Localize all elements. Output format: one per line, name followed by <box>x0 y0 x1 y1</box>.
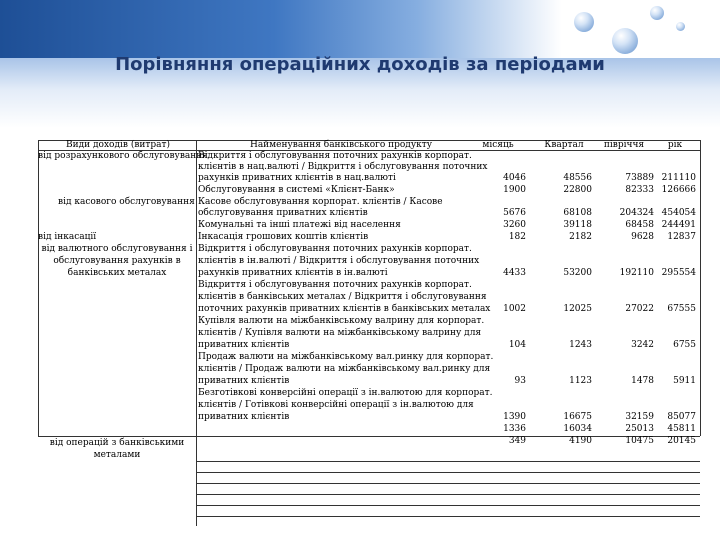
product-line: поточних рахунків приватних клієнтів в банківських металах <box>198 304 491 314</box>
header-type: Види доходів (витрат) <box>66 140 170 150</box>
value-quarter: 4190 <box>569 436 592 446</box>
header-halfyear: півріччя <box>603 140 645 150</box>
page-title: Порівняння операційних доходів за періодами <box>115 54 605 75</box>
category-currency: від валютного обслуговування і <box>41 244 193 254</box>
category-metals: від операцій з банківськими <box>49 438 185 448</box>
product-line: Безготівкові конверсійні операції з ін.валютою для корпорат. <box>198 388 493 398</box>
value-month: 1900 <box>503 185 526 195</box>
value-halfyear: 204324 <box>619 208 654 218</box>
value-halfyear: 3242 <box>631 340 654 350</box>
header-year: рік <box>667 140 683 150</box>
value-month: 4046 <box>503 173 526 183</box>
value-halfyear: 68458 <box>625 220 654 230</box>
product-line: клієнтів в ін.валюті / Відкриття і обслуговування поточних <box>198 256 480 266</box>
product-line: Відкриття і обслуговування поточних рахунків корпорат. <box>198 151 472 161</box>
value-year: 67555 <box>667 304 696 314</box>
value-quarter: 12025 <box>563 304 592 314</box>
product-line: рахунків приватних клієнтів в ін.валюті <box>198 268 388 278</box>
value-year: 20145 <box>667 436 696 446</box>
product-line: Відкриття і обслуговування поточних рахунків корпорат. <box>198 244 472 254</box>
value-halfyear: 192110 <box>619 268 654 278</box>
product-line: клієнтів / Готівкові конверсійні операції з ін.валютою для <box>198 400 474 410</box>
product-line: клієнтів в банківських металах / Відкриття і обслуговування <box>198 292 487 302</box>
value-quarter: 48556 <box>563 173 592 183</box>
product-line: приватних клієнтів <box>198 340 290 350</box>
value-year: 6755 <box>673 340 696 350</box>
value-halfyear: 82333 <box>625 185 654 195</box>
product-line: Інкасація грошових коштів клієнтів <box>198 232 369 242</box>
value-quarter: 53200 <box>563 268 592 278</box>
value-month: 1002 <box>503 304 526 314</box>
value-month: 182 <box>508 232 526 242</box>
header-product: Найменування банківського продукту <box>249 140 433 150</box>
value-year: 126666 <box>661 185 696 195</box>
category-cash: від касового обслуговування <box>58 197 195 207</box>
product-line: Комунальні та інші платежі від населення <box>198 220 401 230</box>
value-year: 85077 <box>667 412 696 422</box>
value-month: 5676 <box>503 208 526 218</box>
value-halfyear: 10475 <box>625 436 654 446</box>
value-year: 45811 <box>667 424 696 434</box>
product-line: Касове обслуговування корпорат. клієнтів / Касове <box>198 197 443 207</box>
product-line: обслуговування приватних клієнтів <box>198 208 368 218</box>
category-collection: від інкасації <box>38 232 97 242</box>
value-quarter: 1123 <box>569 376 592 386</box>
product-line: клієнтів / Продаж валюти на міжбанківському вал.ринку для <box>198 364 491 374</box>
product-line: клієнтів / Купівля валюти на міжбанківському валрину для <box>198 328 482 338</box>
product-line: Відкриття і обслуговування поточних рахунків корпорат. <box>198 280 472 290</box>
value-month: 104 <box>508 340 526 350</box>
value-year: 211110 <box>661 173 696 183</box>
value-quarter: 16675 <box>563 412 592 422</box>
value-halfyear: 9628 <box>631 232 654 242</box>
header-month: місяць <box>482 140 514 150</box>
value-quarter: 22800 <box>563 185 592 195</box>
value-month: 1336 <box>503 424 526 434</box>
value-month: 349 <box>508 436 526 446</box>
value-year: 244491 <box>661 220 696 230</box>
value-year: 12837 <box>667 232 696 242</box>
value-halfyear: 25013 <box>625 424 654 434</box>
value-halfyear: 1478 <box>631 376 654 386</box>
value-year: 454054 <box>661 208 696 218</box>
value-month: 93 <box>514 376 526 386</box>
category-currency: банківських металах <box>67 268 167 278</box>
value-month: 3260 <box>503 220 526 230</box>
value-quarter: 2182 <box>569 232 592 242</box>
product-line: клієнтів в нац.валюті / Відкриття і обслуговування поточних <box>198 162 488 172</box>
category-settlement: від розрахункового обслуговування <box>38 151 208 161</box>
product-line: Продаж валюти на міжбанківському вал.ринку для корпорат. <box>198 352 494 362</box>
product-line: Купівля валюти на міжбанківському валрину для корпорат. <box>198 316 485 326</box>
category-currency: обслуговування рахунків в <box>53 256 181 266</box>
value-quarter: 39118 <box>563 220 592 230</box>
product-line: приватних клієнтів <box>198 376 290 386</box>
product-line: рахунків приватних клієнтів в нац.валюті <box>198 173 396 183</box>
value-month: 1390 <box>503 412 526 422</box>
value-quarter: 68108 <box>563 208 592 218</box>
product-line: приватних клієнтів <box>198 412 290 422</box>
value-quarter: 1243 <box>569 340 592 350</box>
value-month: 4433 <box>503 268 526 278</box>
value-quarter: 16034 <box>563 424 592 434</box>
value-year: 295554 <box>661 268 696 278</box>
product-line: Обслуговування в системі «Клієнт-Банк» <box>198 185 395 195</box>
header-quarter: Квартал <box>544 140 584 150</box>
value-year: 5911 <box>673 376 696 386</box>
category-metals: металами <box>93 450 141 460</box>
value-halfyear: 27022 <box>625 304 654 314</box>
value-halfyear: 73889 <box>625 173 654 183</box>
value-halfyear: 32159 <box>625 412 654 422</box>
